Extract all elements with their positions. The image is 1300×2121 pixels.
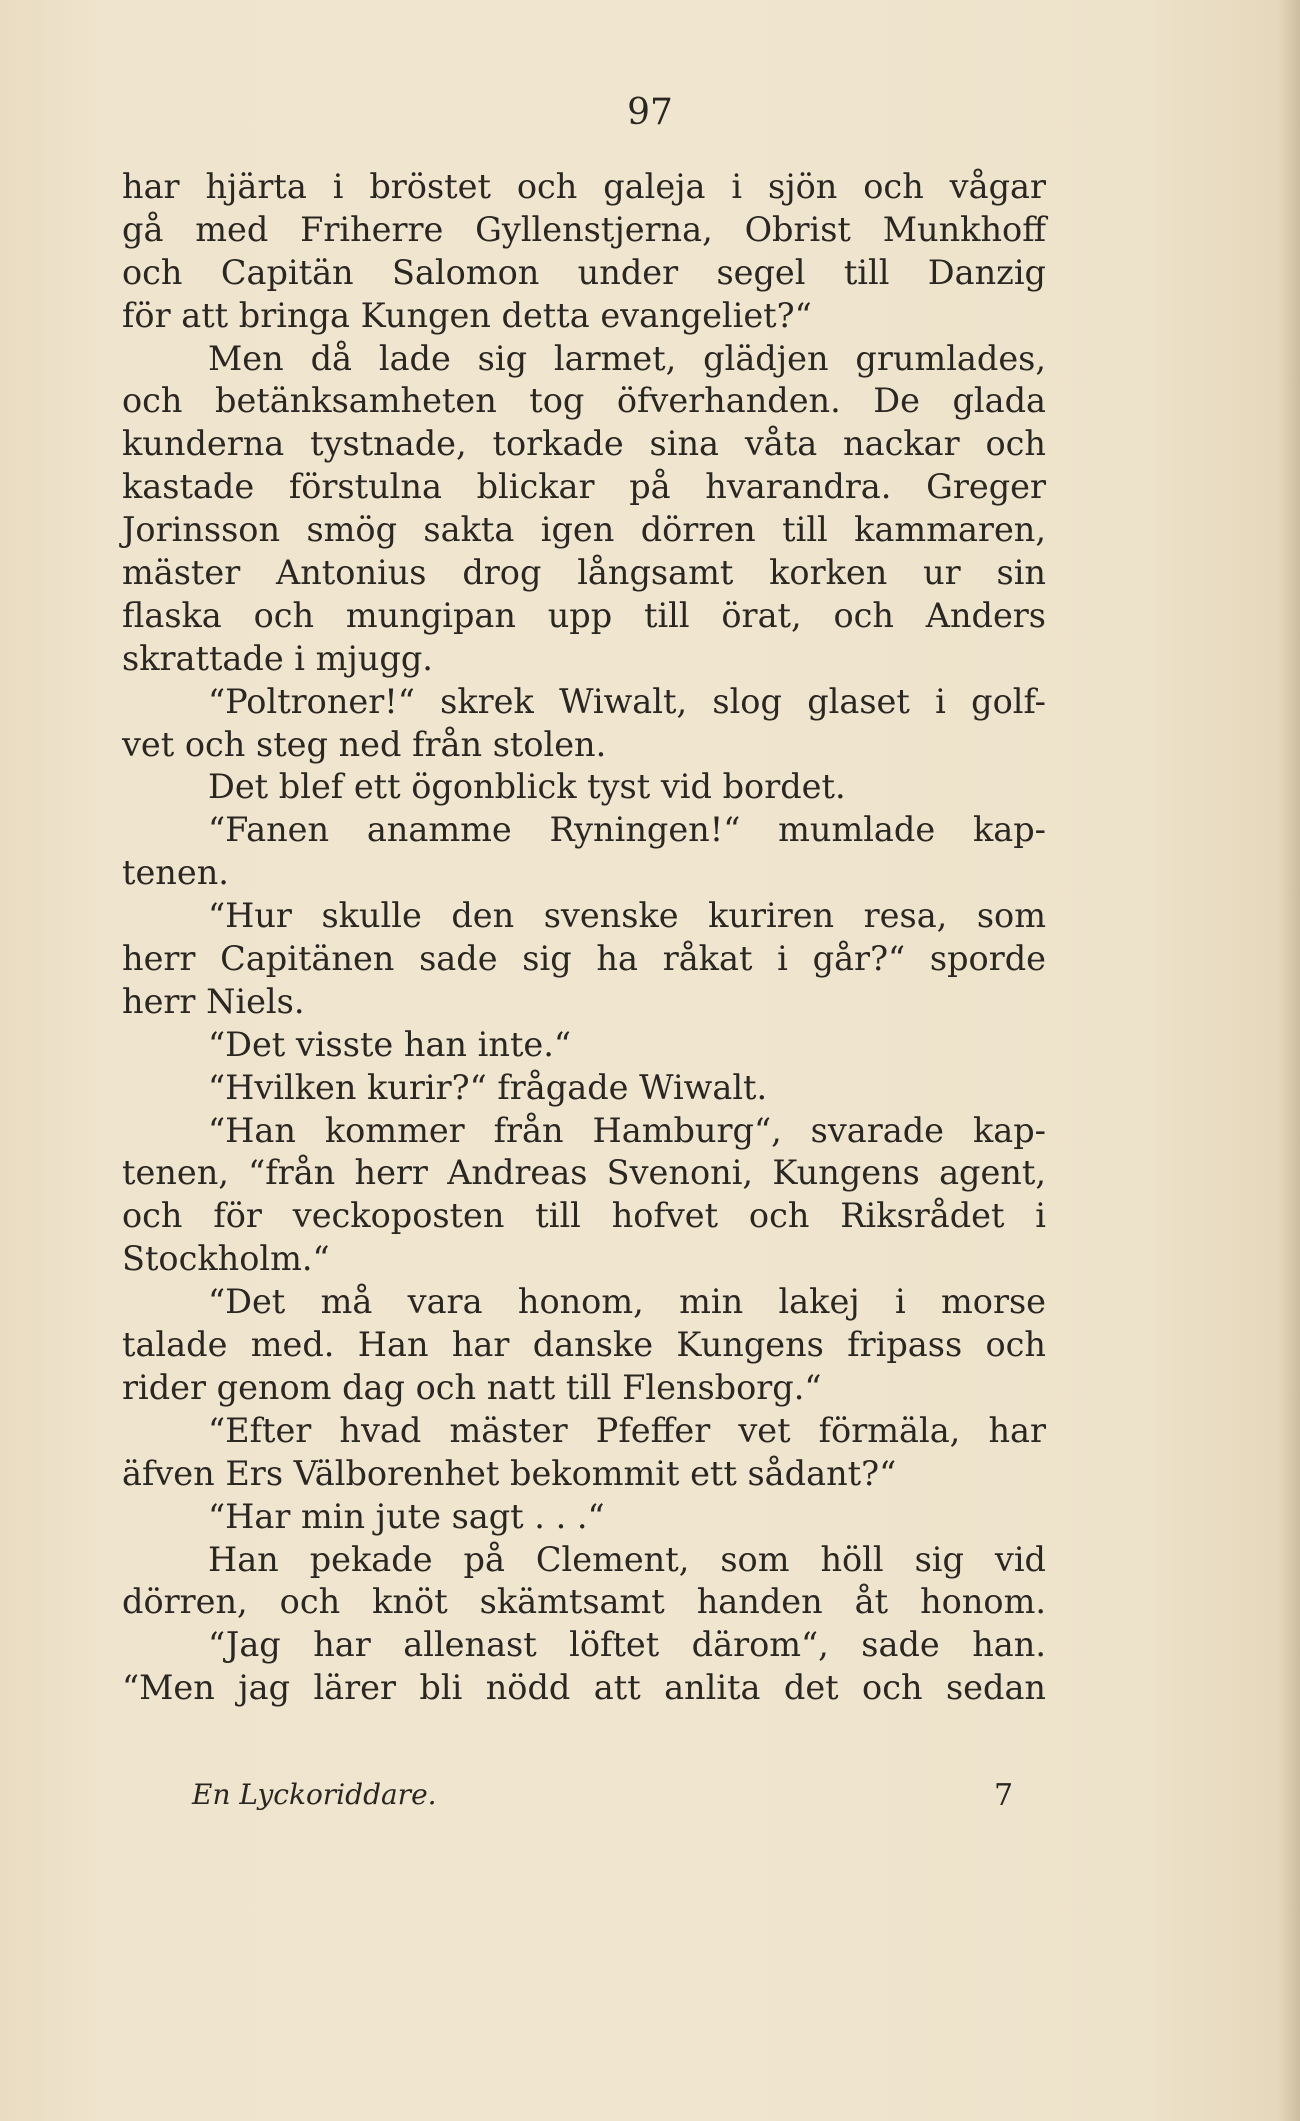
page-edge-shadow: [1278, 0, 1300, 2121]
text-line: skrattade i mjugg.: [122, 638, 433, 678]
text-line: “Har min jute sagt . . .“: [208, 1496, 605, 1536]
footer-signature-mark: 7: [994, 1778, 1014, 1813]
text-line: flaska och mungipan upp till örat, och Anders: [122, 595, 1046, 635]
text-line: “Poltroner!“ skrek Wiwalt, slog glaset i golf-: [208, 681, 1046, 721]
text-line: herr Niels.: [122, 981, 305, 1021]
text-line: “Efter hvad mäster Pfeffer vet förmäla, har: [208, 1410, 1046, 1450]
text-line: talade med. Han har danske Kungens fripass och: [122, 1325, 1046, 1365]
page-number: 97: [627, 92, 673, 133]
text-line: för att bringa Kungen detta evangeliet?“: [122, 295, 812, 335]
text-line: mäster Antonius drog långsamt korken ur sin: [122, 553, 1046, 593]
text-line: tenen.: [122, 853, 229, 893]
text-line: “Det må vara honom, min lakej i morse: [208, 1282, 1046, 1322]
text-line: herr Capitänen sade sig ha råkat i går?“ sporde: [122, 939, 1046, 979]
text-line: har hjärta i bröstet och galeja i sjön och vågar: [122, 167, 1046, 206]
text-line: och betänksamheten tog öfverhanden. De glada: [122, 381, 1046, 421]
text-line: “Fanen anamme Ryningen!“ mumlade kap-: [208, 810, 1046, 850]
text-line: “Hur skulle den svenske kuriren resa, som: [208, 896, 1046, 936]
text-line: Det blef ett ögonblick tyst vid bordet.: [208, 767, 846, 807]
footer-book-title: En Lyckoriddare.: [192, 1778, 437, 1811]
text-line: “Hvilken kurir?“ frågade Wiwalt.: [208, 1067, 768, 1107]
text-line: vet och steg ned från stolen.: [122, 724, 607, 764]
text-line: dörren, och knöt skämtsamt handen åt honom.: [122, 1582, 1046, 1622]
text-line: gå med Friherre Gyllenstjerna, Obrist Munkhoff: [122, 209, 1046, 249]
text-line: “Jag har allenast löftet därom“, sade han.: [208, 1625, 1046, 1665]
text-line: rider genom dag och natt till Flensborg.“: [122, 1367, 822, 1407]
text-line: kunderna tystnade, torkade sina våta nackar och: [122, 424, 1046, 464]
text-line: “Det visste han inte.“: [208, 1024, 572, 1064]
text-line: och Capitän Salomon under segel till Danzig: [122, 252, 1046, 292]
text-line: och för veckoposten till hofvet och Riksrådet i: [122, 1196, 1046, 1236]
text-line: äfven Ers Välborenhet bekommit ett sådant?“: [122, 1453, 897, 1493]
body-text: [122, 166, 1046, 1710]
text-line: Stockholm.“: [122, 1239, 330, 1279]
text-line: “Men jag lärer bli nödd att anlita det och sedan: [122, 1668, 1046, 1708]
text-line: Men då lade sig larmet, glädjen grumlades,: [208, 338, 1046, 378]
text-line: tenen, “från herr Andreas Svenoni, Kungens agent,: [122, 1153, 1046, 1193]
text-line: kastade förstulna blickar på hvarandra. Greger: [122, 467, 1046, 507]
text-line: Han pekade på Clement, som höll sig vid: [208, 1539, 1046, 1579]
text-line: “Han kommer från Hamburg“, svarade kap-: [208, 1110, 1046, 1150]
text-line: Jorinsson smög sakta igen dörren till kammaren,: [122, 510, 1046, 550]
